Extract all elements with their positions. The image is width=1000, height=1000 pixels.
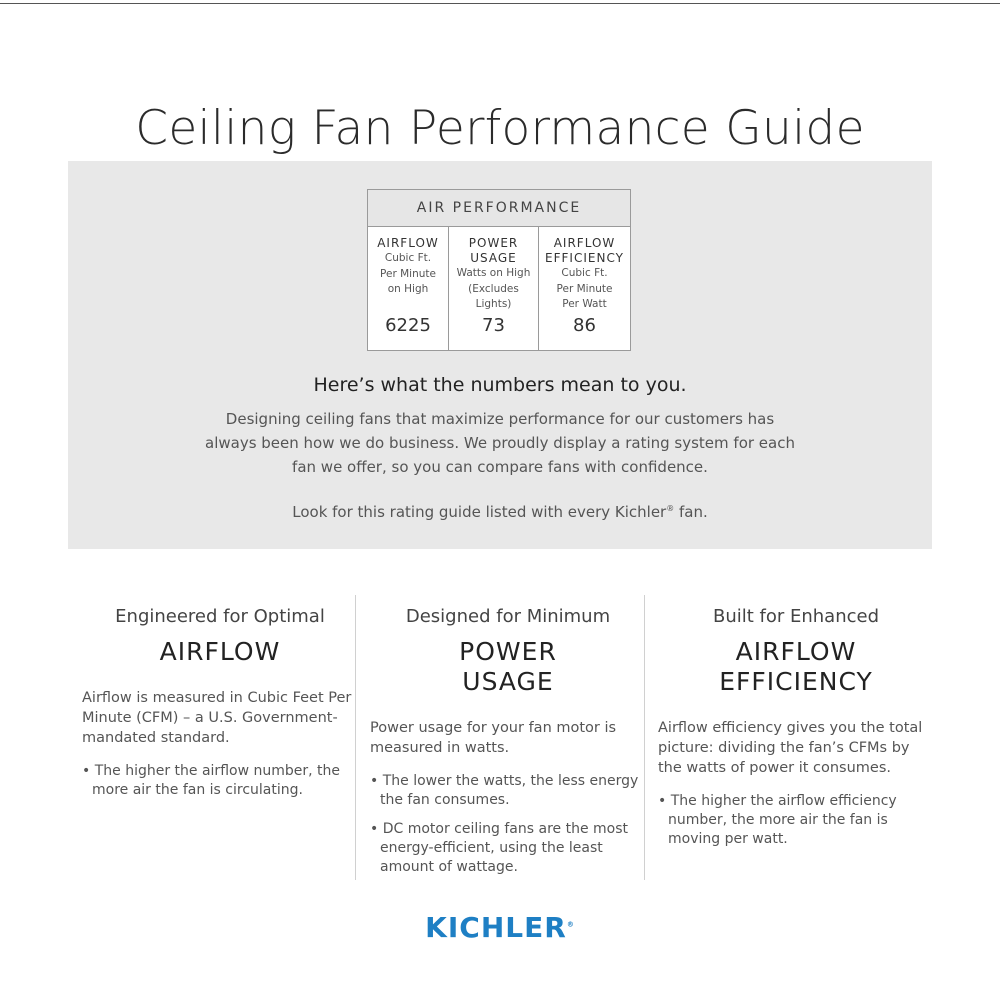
rating-info-panel — [68, 161, 932, 549]
feature-body: Power usage for your fan motor is measured in watts. — [370, 720, 617, 756]
air-performance-columns — [368, 227, 630, 351]
air-performance-table — [367, 189, 631, 351]
page-title: Ceiling Fan Performance Guide — [135, 101, 865, 157]
look-for-note — [68, 503, 932, 521]
airflow-column — [368, 227, 448, 351]
airflow-value: 6225 — [385, 315, 431, 336]
column-description: Watts on High (Excludes Lights) — [456, 267, 531, 310]
kichler-logo — [0, 911, 1000, 944]
air-performance-header: AIR PERFORMANCE — [368, 190, 630, 227]
feature-bullet: • The higher the airflow number, the more air the fan is circulating. — [82, 763, 340, 798]
feature-title: POWER USAGE — [459, 637, 557, 696]
column-description: Cubic Ft. Per Minute Per Watt — [556, 267, 613, 310]
feature-power-usage — [370, 605, 646, 877]
power-usage-column — [448, 227, 538, 351]
feature-body: Airflow efficiency gives you the total picture: dividing the fan’s CFMs by the watts of power it consumes. — [658, 720, 923, 776]
airflow-efficiency-column — [538, 227, 630, 351]
feature-subtitle: Built for Enhanced — [712, 606, 880, 627]
feature-title: AIRFLOW EFFICIENCY — [719, 637, 873, 696]
meaning-body: Designing ceiling fans that maximize performance for our customers has always been how we do business. We proudly display a rating system for each fan we offer, so you can compare fans with confidence. — [205, 410, 795, 476]
top-rule — [0, 3, 1000, 4]
power-usage-value: 73 — [482, 315, 505, 336]
column-description: Cubic Ft. Per Minute on High — [380, 252, 436, 295]
brand-name: KICHLER — [425, 911, 567, 944]
feature-subtitle: Designed for Minimum — [405, 606, 611, 627]
registered-mark: ® — [666, 504, 675, 513]
feature-bullet: • The lower the watts, the less energy the fan consumes. — [370, 773, 639, 808]
column-title: POWER USAGE — [468, 236, 519, 265]
feature-bullet: • The higher the airflow efficiency number, the more air the fan is moving per watt. — [658, 793, 897, 847]
look-for-suffix: fan. — [674, 503, 708, 521]
feature-subtitle: Engineered for Optimal — [115, 606, 325, 627]
feature-airflow-efficiency — [658, 605, 934, 849]
brand-registered-mark: ® — [566, 920, 575, 929]
column-title: AIRFLOW EFFICIENCY — [545, 236, 624, 265]
feature-bullet: • DC motor ceiling fans are the most energy-efficient, using the least amount of wattage. — [370, 821, 628, 875]
feature-body: Airflow is measured in Cubic Feet Per Minute (CFM) – a U.S. Government-mandated standard. — [82, 690, 352, 746]
feature-title: AIRFLOW — [159, 637, 281, 666]
column-title: AIRFLOW — [377, 236, 439, 250]
airflow-efficiency-value: 86 — [573, 315, 596, 336]
meaning-heading: Here’s what the numbers mean to you. — [313, 374, 687, 396]
feature-airflow — [82, 605, 358, 800]
look-for-text: Look for this rating guide listed with every Kichler — [292, 503, 667, 521]
